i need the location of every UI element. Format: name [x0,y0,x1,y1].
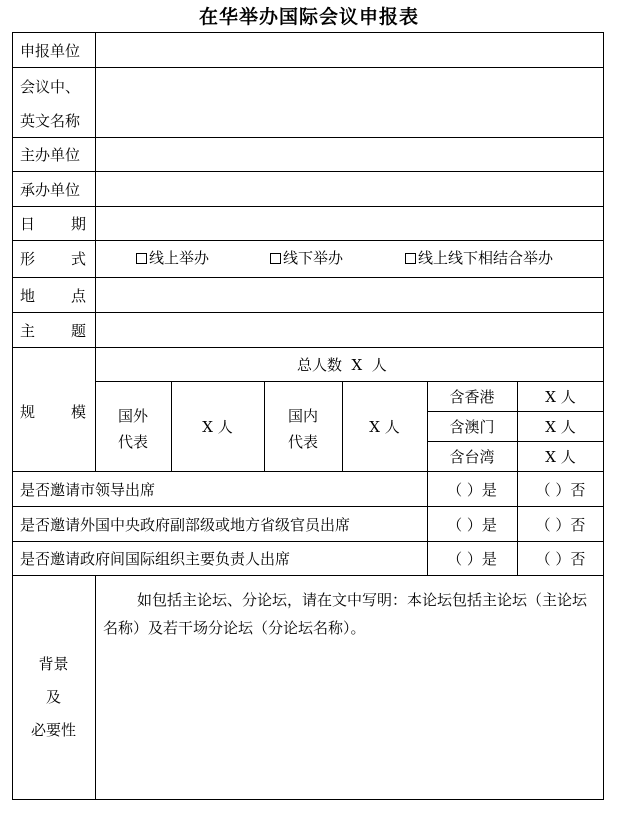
label-name-line2: 英文名称 [20,112,81,130]
row-divider [12,347,604,348]
row-divider [12,137,604,138]
label-format: 形 式 [20,250,86,268]
label-name-line1: 会议中、 [20,78,81,96]
col-divider [427,381,428,575]
region-taiwan-label: 含台湾 [449,448,495,466]
foreign-official-no[interactable]: （ ）否 [535,516,586,534]
label-scale: 规 模 [20,403,86,421]
intl-org-no[interactable]: （ ）否 [535,550,586,568]
label-place: 地 点 [20,287,86,305]
offline-checkbox[interactable] [270,253,281,264]
hybrid-checkbox[interactable] [405,253,416,264]
region-hongkong-label: 含香港 [449,388,495,406]
label-date: 日 期 [20,215,86,233]
row-divider [12,575,604,576]
label-theme: 主 题 [20,322,86,340]
row-divider [427,411,604,412]
domestic-label: 国内 代表 [287,407,318,451]
row-divider [12,240,604,241]
col-divider [95,575,96,800]
format-option-hybrid[interactable]: 线上线下相结合举办 [405,249,553,267]
label-background: 背景 及 必要性 [30,655,76,739]
region-macao-label: 含澳门 [449,418,495,436]
question-city-leader: 是否邀请市领导出席 [20,481,156,499]
foreign-official-yes[interactable]: （ ）是 [447,516,497,534]
question-foreign-official: 是否邀请外国中央政府副部级或地方省级官员出席 [20,516,351,534]
label-organizer: 承办单位 [20,181,81,199]
row-divider [12,471,604,472]
row-divider [12,506,604,507]
row-divider [12,171,604,172]
city-leader-no[interactable]: （ ）否 [535,481,586,499]
row-divider [12,67,604,68]
row-divider [12,312,604,313]
format-option-online[interactable]: 线上举办 [136,249,209,267]
label-host: 主办单位 [20,146,81,164]
total-attendees: 总人数 X 人 [297,356,387,374]
city-leader-yes[interactable]: （ ）是 [447,481,497,499]
row-divider [12,277,604,278]
question-intl-org: 是否邀请政府间国际组织主要负责人出席 [20,550,291,568]
row-divider [427,441,604,442]
row-divider [12,206,604,207]
row-divider [12,541,604,542]
region-hongkong-count: X 人 [545,388,576,406]
col-divider [517,381,518,575]
region-taiwan-count: X 人 [545,448,576,466]
format-option-offline[interactable]: 线下举办 [270,249,343,267]
form-title: 在华举办国际会议申报表 [198,6,419,28]
foreign-label: 国外 代表 [117,407,148,451]
label-applicant: 申报单位 [20,42,81,60]
intl-org-yes[interactable]: （ ）是 [447,550,497,568]
foreign-count: X 人 [202,418,233,436]
domestic-count: X 人 [369,418,400,436]
background-text[interactable]: 如包括主论坛、分论坛，请在文中写明：本论坛包括主论坛（主论坛名称）及若干场分论坛（分论坛名称）。 [103,591,588,637]
online-checkbox[interactable] [136,253,147,264]
region-macao-count: X 人 [545,418,576,436]
